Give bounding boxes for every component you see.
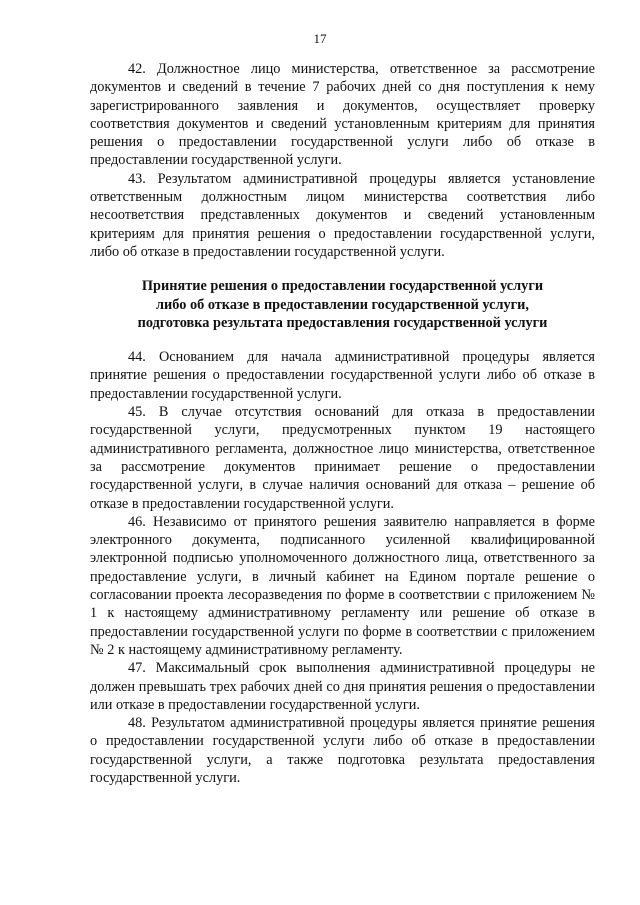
section-heading bbox=[90, 277, 595, 332]
paragraph-45: 45. В случае отсутствия оснований для отказа в предоставлении государственной услуги, предусмотренных пунктом 19 настоящего административного регламента, должностное лицо министерства, ответственное за рассмотрение документов принимает решение о предоставлении государственной услуги, в случае наличия оснований для отказа – решение об отказе в предоставлении государственной услуги. bbox=[90, 404, 595, 512]
paragraph-43: 43. Результатом административной процедуры является установление ответственным должностным лицом министерства соответствия либо несоответствия представленных документов и сведений установленным критериям для принятия решения о предоставлении государственной услуги, либо об отказе в предоставлении государственной услуги. bbox=[90, 170, 595, 260]
document-body bbox=[90, 60, 595, 787]
section-heading-line-3: подготовка результата предоставления государственной услуги bbox=[137, 314, 548, 331]
section-heading-line-2: либо об отказе в предоставлении государственной услуги, bbox=[156, 296, 529, 313]
section-heading-line-1: Принятие решения о предоставлении государственной услуги bbox=[141, 278, 544, 295]
paragraph-47: 47. Максимальный срок выполнения административной процедуры не должен превышать трех рабочих дней со дня принятия решения о предоставлении или отказе в предоставлении государственной услуги. bbox=[90, 660, 595, 713]
paragraph-44: 44. Основанием для начала административной процедуры является принятие решения о предоставлении государственной услуги либо об отказе в предоставлении государственной услуги. bbox=[90, 349, 595, 402]
page-number: 17 bbox=[313, 31, 327, 46]
paragraph-42: 42. Должностное лицо министерства, ответственное за рассмотрение документов и сведений в течение 7 рабочих дней со дня поступления к нему зарегистрированного заявления и документов, осуществляет проверку соответствия документов и сведений установленным критериям для принятия решения о предоставлении государственной услуги либо об отказе в предоставлении государственной услуги. bbox=[90, 61, 595, 169]
paragraph-46: 46. Независимо от принятого решения заявителю направляется в форме электронного документа, подписанного усиленной квалифицированной электронной подписью уполномоченного должностного лица, ответственного за предоставление услуги, в личный кабинет на Едином портале решение о согласовании проекта лесоразведения по форме в соответствии с приложением № 1 к настоящему административному регламенту или решение об отказе в предоставлении государственной услуги по форме в соответствии с приложением № 2 к настоящему административному регламенту. bbox=[90, 513, 595, 658]
paragraph-48: 48. Результатом административной процедуры является принятие решения о предоставлении государственной услуги либо об отказе в предоставлении государственной услуги, а также подготовка результата предоставления государственной услуги. bbox=[90, 715, 595, 786]
